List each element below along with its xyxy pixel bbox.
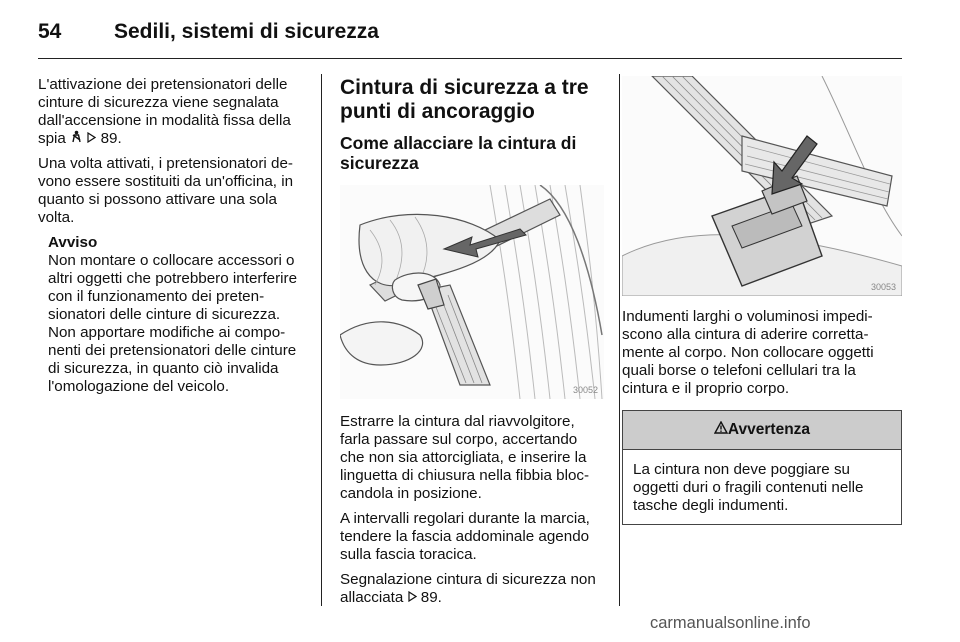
warning-text: La cintura non deve poggiare su oggetti duri o fragili contenuti nelle tasche degli indumenti. [633,461,864,514]
pretensioner-replacement-paragraph: Una volta attivati, i pretensionatori devono essere sostituiti da un'officina, in quanto si possono attivare una sola volta. [38,155,294,226]
note-title: Avviso [48,234,98,251]
page-reference-triangle-icon [408,589,417,607]
clothing-advice-paragraph: Indumenti larghi o voluminosi impediscono alla cintura di aderire correttamente al corpo. Non collocare oggetti quali borse o telefoni cellulari tra la cintura e il proprio corpo. [622,308,874,397]
note-text: Non montare o collocare accessori o altri oggetti che potrebbero interferire con il funzionamento dei pretensionatori delle cinture di sicurezza. [48,252,298,323]
column-left [38,76,304,403]
page-reference-triangle-icon [87,130,96,148]
warning-body [623,450,901,524]
seatbelt-buckle-illustration [622,76,902,296]
page-number: 54 [38,20,62,43]
column-divider [321,74,322,606]
warning-title: Avvertenza [727,421,811,438]
note-block [48,234,304,396]
page-header [38,18,902,60]
unfastened-warning-paragraph [340,571,604,607]
sub-heading: Come allacciare la cintura di sicurezza [340,133,577,173]
pretensioner-activation-paragraph [38,76,304,148]
figure-code: 30053 [870,282,896,292]
warning-header [623,411,901,450]
seatbelt-warning-lamp-icon [70,130,83,148]
watermark: carmanualsonline.info [650,614,811,632]
note-text: Non apportare modifiche ai componenti dei pretensionatori delle cinture di sicurezza, in quanto ciò invalida l'omologazione del veicolo. [48,324,297,395]
page-reference[interactable]: 89. [420,589,442,606]
column-middle [340,76,604,614]
tension-instructions: A intervalli regolari durante la marcia, tendere la fascia addominale agendo sulla fascia toracica. [340,510,590,563]
paragraph-text: Segnalazione cintura di sicurezza non allacciata [340,571,596,606]
section-title: Sedili, sistemi di sicurezza [114,20,379,43]
header-divider [38,58,902,59]
figure-code: 30052 [572,385,598,395]
section-heading: Cintura di sicurezza a tre punti di ancoraggio [340,76,589,123]
page-reference[interactable]: 89. [100,130,122,147]
warning-box [622,410,902,525]
seatbelt-fastening-illustration [340,185,604,399]
column-divider [619,74,620,606]
column-right [622,76,902,525]
paragraph-text: L'attivazione dei pretensionatori delle cinture di sicurezza viene segnalata dall'accensione in modalità fissa della spia [38,76,291,147]
fastening-instructions: Estrarre la cintura dal riavvolgitore, farla passare sul corpo, accertando che non sia attorcigliata, e inserire la linguetta di chiusura nella fibbia bloccandola in posizione. [340,413,590,502]
warning-triangle-icon [714,411,728,449]
